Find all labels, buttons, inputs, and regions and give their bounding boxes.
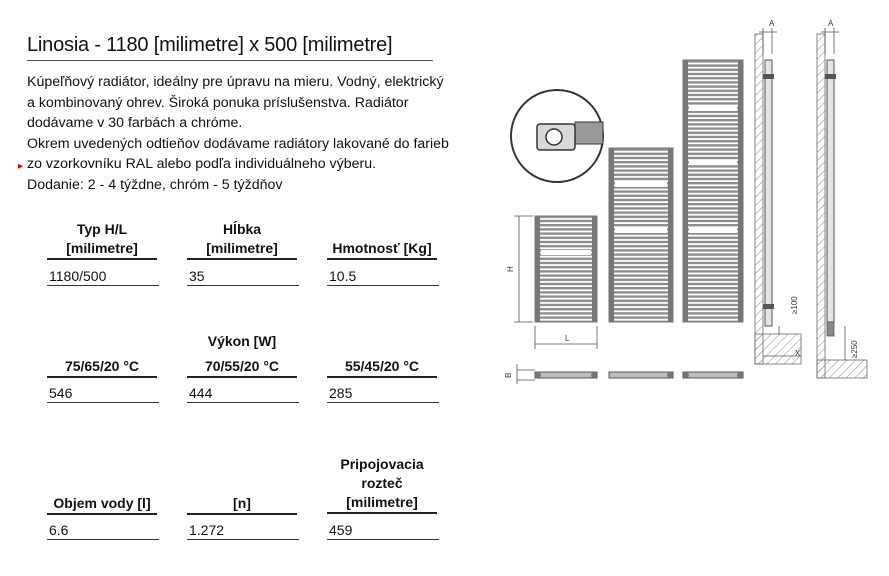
type-header-line2: [milimetre] (66, 240, 138, 256)
depth-header-line2: [milimetre] (206, 240, 278, 256)
depth-header (187, 220, 297, 260)
title-underline (27, 60, 433, 61)
description-line: a kombinovaný ohrev. Široká ponuka príslušenstva. Radiátor (27, 94, 409, 111)
dim-a-label-left: A (769, 19, 775, 28)
spacing-value: 459 (327, 521, 439, 540)
side-section-right (817, 19, 867, 378)
dim-a-label-right: A (828, 19, 834, 28)
weight-header: Hmotnosť [Kg] (327, 239, 437, 260)
dim-x-label: X (795, 349, 801, 358)
depth-header-line1: Hĺbka (222, 221, 262, 237)
medium-radiator (609, 148, 673, 322)
dim-l-label: L (565, 334, 570, 343)
dim-b-label: B (504, 372, 513, 378)
spacing-header-line3: [milimetre] (346, 494, 418, 510)
side-section-left (755, 19, 801, 364)
volume-value: 6.6 (47, 521, 159, 540)
top-view (504, 364, 743, 384)
spacing-header-line1: Pripojovacia (340, 456, 424, 472)
weight-value: 10.5 (327, 267, 439, 286)
tall-radiator (683, 60, 743, 322)
radiator-technical-drawing (497, 14, 881, 394)
description-line: dodávame v 30 farbách a chróme. (27, 115, 243, 131)
height-dimension (506, 216, 533, 322)
n-label: [n] (187, 494, 297, 515)
temp-70-value: 444 (187, 384, 299, 403)
spacing-header-line2: rozteč (361, 475, 403, 491)
page-title: Linosia - 1180 [milimetre] x 500 [milimetre] (27, 34, 393, 56)
bullet-marker: ▸ (18, 161, 24, 172)
dim-100-label: ≥100 (790, 296, 799, 314)
description-line: Dodanie: 2 - 4 týždne, chróm - 5 týždňov (27, 176, 283, 193)
description-line: Kúpeľňový radiátor, ideálny pre úpravu na mieru. Vodný, elektrický (27, 74, 444, 90)
n-value: 1.272 (187, 521, 299, 540)
output-group-label: Výkon [W] (207, 333, 277, 349)
description-line: zo vzorkovníku RAL alebo podľa individuálneho výberu. (27, 156, 377, 172)
type-header (47, 220, 157, 260)
depth-value: 35 (187, 267, 299, 286)
temp-75-label: 75/65/20 °C (47, 357, 157, 378)
volume-label: Objem vody [l] (47, 494, 157, 515)
spacing-header (327, 455, 437, 514)
small-radiator (535, 216, 597, 322)
temp-55-label: 55/45/20 °C (327, 357, 437, 378)
temp-55-value: 285 (327, 384, 439, 403)
length-dimension (535, 326, 597, 349)
product-description (27, 72, 497, 195)
temp-70-label: 70/55/20 °C (187, 357, 297, 378)
temp-75-value: 546 (47, 384, 159, 403)
type-value: 1180/500 (47, 267, 159, 286)
dim-h-label: H (506, 266, 515, 272)
description-line: Okrem uvedených odtieňov dodávame radiátory lakované do farieb (27, 135, 449, 152)
type-header-line1: Typ H/L (76, 221, 128, 237)
connection-detail (511, 90, 603, 182)
dim-250-label: ≥250 (850, 340, 859, 358)
